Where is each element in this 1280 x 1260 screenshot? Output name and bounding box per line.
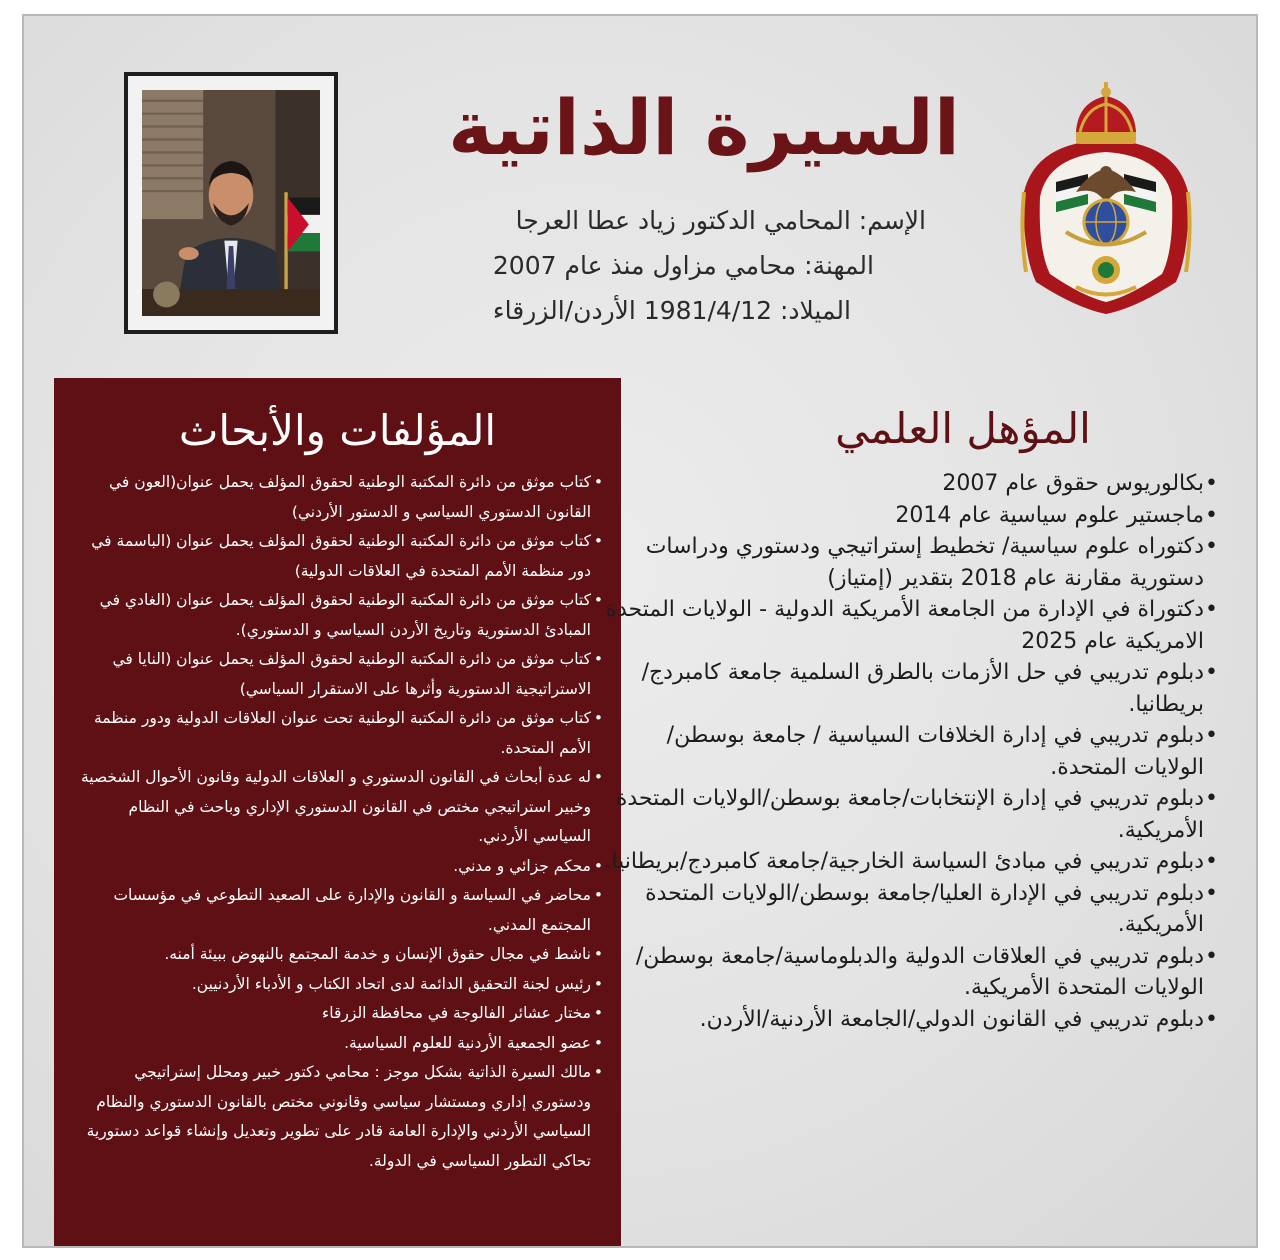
name-line: الإسم: المحامي الدكتور زياد عطا العرجا — [515, 206, 926, 235]
works-title: المؤلفات والأبحاث — [178, 406, 497, 455]
works-list — [74, 468, 601, 1176]
works-item: • محكم جزائي و مدني. — [74, 852, 601, 882]
qualification-item: • دكتوراة في الإدارة من الجامعة الأمريكية الدولية - الولايات المتحدة الامريكية عام 2025 — [598, 594, 1218, 657]
works-item: • كتاب موثق من دائرة المكتبة الوطنية لحقوق المؤلف يحمل عنوان(العون في القانون الدستوري السياسي و الدستور الأردني) — [74, 468, 601, 527]
qualifications-title: المؤهل العلمي — [835, 404, 1091, 453]
portrait-frame — [124, 72, 338, 334]
works-panel — [54, 378, 621, 1248]
qualification-item: • دبلوم تدريبي في إدارة الإنتخابات/جامعة بوسطن/الولايات المتحدة الأمريكية. — [598, 783, 1218, 846]
qualification-item: • دبلوم تدريبي في مبادئ السياسة الخارجية/جامعة كامبردج/بريطانيا. — [598, 846, 1218, 878]
works-item: • ناشط في مجال حقوق الإنسان و خدمة المجتمع بالنهوض ببيئة أمنه. — [74, 940, 601, 970]
qualification-item: • ماجستير علوم سياسية عام 2014 — [598, 500, 1218, 532]
portrait-mat — [128, 76, 334, 330]
works-item: • كتاب موثق من دائرة المكتبة الوطنية لحقوق المؤلف يحمل عنوان (الغادي في المبادئ الدستورية وتاريخ الأردن السياسي و الدستوري). — [74, 586, 601, 645]
qualification-item: • دبلوم تدريبي في العلاقات الدولية والدبلوماسية/جامعة بوسطن/الولايات المتحدة الأمريكية. — [598, 941, 1218, 1004]
coat-of-arms-icon — [1016, 82, 1196, 318]
page-title: السيرة الذاتية — [448, 83, 960, 172]
cv-page — [22, 14, 1258, 1248]
qualification-item: • دبلوم تدريبي في الإدارة العليا/جامعة بوسطن/الولايات المتحدة الأمريكية. — [598, 878, 1218, 941]
qualification-item: • بكالوريوس حقوق عام 2007 — [598, 468, 1218, 500]
qualification-item: • دبلوم تدريبي في إدارة الخلافات السياسية / جامعة بوسطن/الولايات المتحدة. — [598, 720, 1218, 783]
works-item: • كتاب موثق من دائرة المكتبة الوطنية لحقوق المؤلف يحمل عنوان (النايا في الاستراتيجية الدستورية وأثرها على الاستقرار السياسي) — [74, 645, 601, 704]
works-item: • رئيس لجنة التحقيق الدائمة لدى اتحاد الكتاب و الأدباء الأردنيين. — [74, 970, 601, 1000]
portrait-photo — [142, 90, 320, 316]
works-item: • مالك السيرة الذاتية بشكل موجز : محامي دكتور خبير ومحلل إستراتيجي ودستوري إداري ومستشار سياسي وقانوني مختص بالقانون الدستوري والنظام السياسي الأردني والإدارة العامة قادر على تطوير وتعديل وإنشاء قواعد دستورية تحاكي التطور السياسي في الدولة. — [74, 1058, 601, 1176]
works-item: • كتاب موثق من دائرة المكتبة الوطنية لحقوق المؤلف يحمل عنوان (الباسمة في دور منظمة الأمم المتحدة في العلاقات الدولية) — [74, 527, 601, 586]
profession-line: المهنة: محامي مزاول منذ عام 2007 — [492, 251, 874, 280]
portrait-illustration — [142, 90, 320, 316]
works-item: • كتاب موثق من دائرة المكتبة الوطنية تحت عنوان العلاقات الدولية ودور منظمة الأمم المتحدة. — [74, 704, 601, 763]
qualifications-list — [598, 468, 1218, 1035]
qualification-item: • دبلوم تدريبي في حل الأزمات بالطرق السلمية جامعة كامبردج/بريطانيا. — [598, 657, 1218, 720]
works-item: • له عدة أبحاث في القانون الدستوري و العلاقات الدولية وقانون الأحوال الشخصية وخبير استراتيجي مختص في القانون الدستوري الإداري وباحث في النظام السياسي الأردني. — [74, 763, 601, 852]
works-item: • محاضر في السياسة و القانون والإدارة على الصعيد التطوعي في مؤسسات المجتمع المدني. — [74, 881, 601, 940]
birth-line: الميلاد: 1981/4/12 الأردن/الزرقاء — [492, 296, 851, 325]
qualification-item: • دكتوراه علوم سياسية/ تخطيط إستراتيجي ودستوري ودراسات دستورية مقارنة عام 2018 بتقدير (إمتياز) — [598, 531, 1218, 594]
works-item: • عضو الجمعية الأردنية للعلوم السياسية. — [74, 1029, 601, 1059]
emblem-illustration — [1016, 82, 1196, 318]
works-item: • مختار عشائر الفالوجة في محافظة الزرقاء — [74, 999, 601, 1029]
qualifications-section — [598, 404, 1218, 1035]
qualification-item: • دبلوم تدريبي في القانون الدولي/الجامعة الأردنية/الأردن. — [598, 1004, 1218, 1036]
